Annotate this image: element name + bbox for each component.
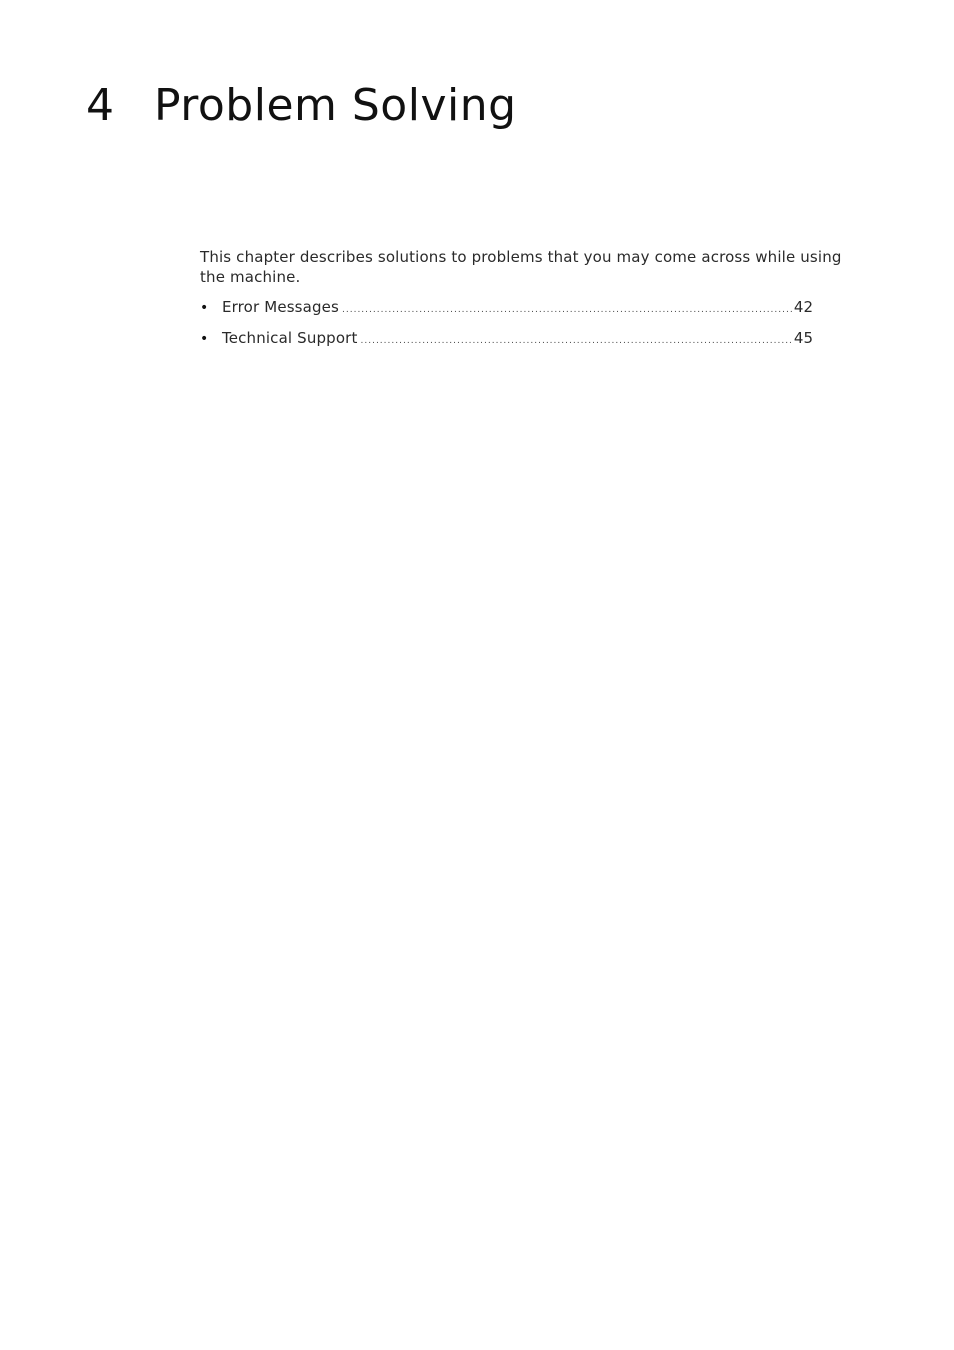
intro-paragraph: This chapter describes solutions to problems that you may come across while using the machine. xyxy=(200,248,842,286)
toc-page-number[interactable]: 45 xyxy=(793,329,813,347)
chapter-number: 4 xyxy=(86,80,115,131)
chapter-title xyxy=(86,76,517,136)
toc-item-error-messages[interactable] xyxy=(200,296,813,327)
toc-item-technical-support[interactable] xyxy=(200,327,813,358)
bullet-icon: • xyxy=(200,331,209,347)
toc-leader-dots xyxy=(342,299,793,321)
toc-label[interactable]: Technical Support xyxy=(222,329,358,347)
chapter-content xyxy=(200,247,864,358)
toc-list xyxy=(200,296,813,358)
bullet-icon: • xyxy=(200,300,209,316)
chapter-name: Problem Solving xyxy=(154,80,517,131)
toc-page-number[interactable]: 42 xyxy=(793,298,813,316)
toc-label[interactable]: Error Messages xyxy=(222,298,339,316)
toc-leader-dots xyxy=(361,330,793,352)
